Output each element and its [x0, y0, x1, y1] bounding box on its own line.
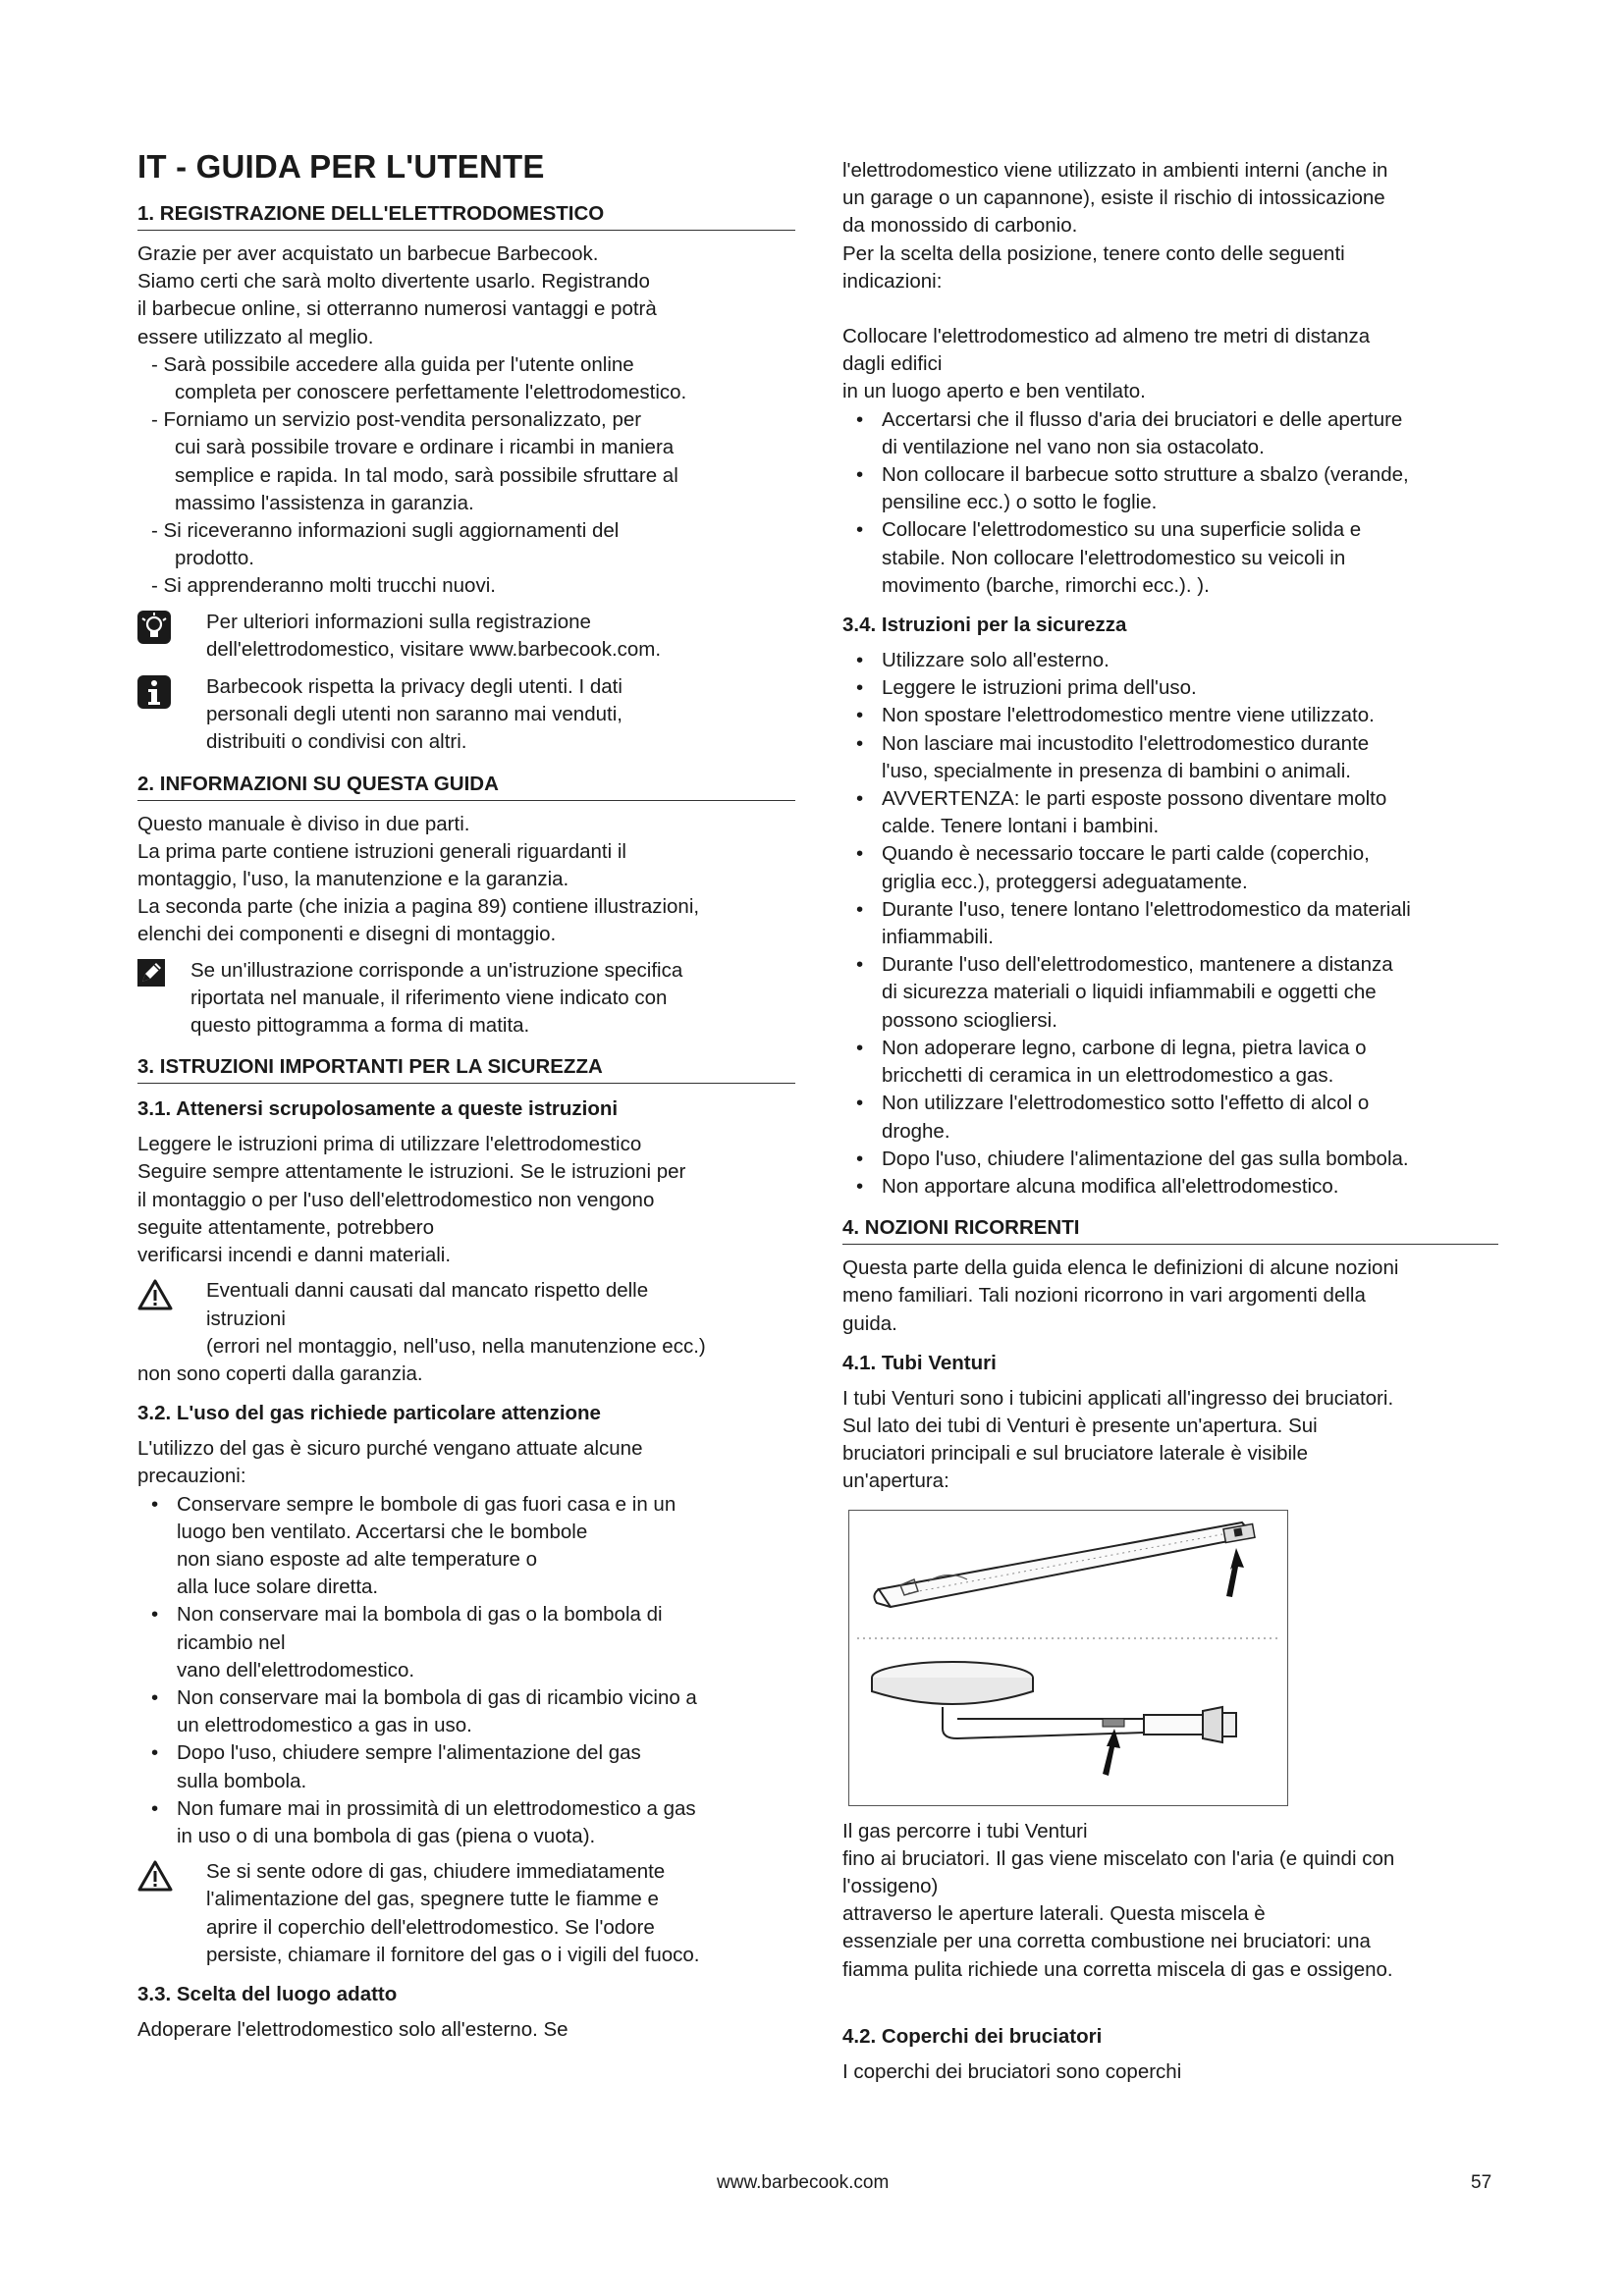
section-3-3-heading: 3.3. Scelta del luogo adatto — [137, 1982, 398, 2005]
benefit-item: - Si apprenderanno molti trucchi nuovi. — [151, 574, 496, 598]
page-number: 57 — [1471, 2172, 1492, 2193]
section-3-4-heading: 3.4. Istruzioni per la sicurezza — [842, 614, 1127, 637]
list-item: • Durante l'uso, tenere lontano l'elettrodomestico da materiali infiammabili. — [842, 896, 1498, 951]
list-item: • Conservare sempre le bombole di gas fuori casa e in un luogo ben ventilato. Accertarsi che le bombole non siano esposte ad alte temperature o alla luce solare diretta. — [137, 1491, 795, 1602]
arrow-icon — [1103, 1729, 1120, 1776]
benefit-item: - Sarà possibile accedere alla guida per l'utente online completa per conoscere perfettamente l'elettrodomestico. — [151, 352, 687, 404]
section-3-heading: 3. ISTRUZIONI IMPORTANTI PER LA SICUREZZA — [137, 1053, 795, 1084]
info-icon — [137, 675, 179, 714]
pencil-note: Se un'illustrazione corrisponde a un'istruzione specifica riportata nel manuale, il riferimento viene indicato con questo pittogramma a forma di matita. — [137, 957, 795, 1041]
section-2-body: Questo manuale è diviso in due parti. La prima parte contiene istruzioni generali riguardanti il montaggio, l'uso, la manutenzione e la garanzia. La seconda parte (che inizia a pagina 89) contiene illustrazioni, elenchi dei componenti e disegni di montaggio. — [137, 812, 700, 946]
list-item: • Non lasciare mai incustodito l'elettrodomestico durante l'uso, specialmente in presenza di bambini o animali. — [842, 730, 1498, 785]
list-item: • Non conservare mai la bombola di gas di ricambio vicino a un elettrodomestico a gas in uso. — [137, 1684, 795, 1739]
list-item: • Collocare l'elettrodomestico su una superficie solida e stabile. Non collocare l'elettrodomestico su veicoli in movimento (barche, rimorchi ecc.). ). — [842, 516, 1498, 600]
right-column — [842, 157, 1498, 2086]
list-item: • Non adoperare legno, carbone di legna, pietra lavica o bricchetti di ceramica in un elettrodomestico a gas. — [842, 1035, 1498, 1090]
section-4-heading: 4. NOZIONI RICORRENTI — [842, 1214, 1498, 1245]
left-column — [137, 147, 795, 2044]
list-item: • Durante l'uso dell'elettrodomestico, mantenere a distanza di sicurezza materiali o liquidi infiammabili e oggetti che possono sciogliersi. — [842, 951, 1498, 1035]
list-item: • AVVERTENZA: le parti esposte possono diventare molto calde. Tenere lontani i bambini. — [842, 785, 1498, 840]
list-item: • Accertarsi che il flusso d'aria dei bruciatori e delle aperture di ventilazione nel vano non sia ostacolato. — [842, 406, 1498, 461]
section-3-2-heading: 3.2. L'uso del gas richiede particolare attenzione — [137, 1402, 601, 1425]
section-4-1-body: I tubi Venturi sono i tubicini applicati all'ingresso dei bruciatori. Sul lato dei tubi di Venturi è presente un'apertura. Sui bruciatori principali e sul bruciatore laterale è visibile un'apertura: — [842, 1386, 1394, 1493]
list-item: • Dopo l'uso, chiudere sempre l'alimentazione del gas sulla bombola. — [137, 1739, 795, 1794]
gas-precautions-list — [137, 1491, 795, 1851]
benefit-list — [137, 351, 795, 601]
footer-url: www.barbecook.com — [717, 2172, 890, 2193]
section-3-1-body: Leggere le istruzioni prima di utilizzare l'elettrodomestico Seguire sempre attentamente le istruzioni. Se le istruzioni per il montaggio o per l'uso dell'elettrodomestico non vengono seguite attentamente, potrebbero verificarsi incendi e danni materiali. — [137, 1133, 686, 1267]
warning-icon — [137, 1279, 179, 1315]
section-3-1-heading: 3.1. Attenersi scrupolosamente a queste istruzioni — [137, 1097, 619, 1121]
section-4-2-body: I coperchi dei bruciatori sono coperchi — [842, 2059, 1182, 2083]
privacy-note: Barbecook rispetta la privacy degli utenti. I dati personali degli utenti non saranno mai venduti, distribuiti o condivisi con altri. — [137, 673, 795, 757]
benefit-item: - Forniamo un servizio post-vendita personalizzato, per cui sarà possibile trovare e ordinare i ricambi in maniera semplice e rapida. In tal modo, sarà possibile sfruttare al massimo l'assistenza in garanzia. — [151, 408, 678, 514]
benefit-item: - Si riceveranno informazioni sugli aggiornamenti del prodotto. — [151, 519, 620, 570]
warning-note-gas-smell: Se si sente odore di gas, chiudere immediatamente l'alimentazione del gas, spegnere tutte le fiamme e aprire il coperchio dell'elettrodomestico. Se l'odore persiste, chiamare il fornitore del gas o i vigili del fuoco. — [137, 1858, 795, 1969]
arrow-icon — [1226, 1548, 1244, 1597]
section-3-3-body: Adoperare l'elettrodomestico solo all'esterno. Se — [137, 2017, 568, 2041]
warning-tail: non sono coperti dalla garanzia. — [137, 1362, 423, 1385]
section-1-intro: Grazie per aver acquistato un barbecue Barbecook. Siamo certi che sarà molto divertente usarlo. Registrando il barbecue online, si otterranno numerosi vantaggi e potrà essere utilizzato al meglio. — [137, 242, 657, 348]
venturi-tubes-figure — [848, 1510, 1288, 1806]
list-item: • Utilizzare solo all'esterno. — [842, 647, 1498, 674]
warning-icon — [137, 1860, 179, 1896]
list-item: • Non apportare alcuna modifica all'elettrodomestico. — [842, 1173, 1498, 1201]
list-item: • Non fumare mai in prossimità di un elettrodomestico a gas in uso o di una bombola di gas (piena o vuota). — [137, 1795, 795, 1850]
side-burner-illustration — [872, 1662, 1236, 1742]
safety-list — [842, 647, 1498, 1201]
list-item: • Non conservare mai la bombola di gas o la bombola di ricambio nel vano dell'elettrodomestico. — [137, 1601, 795, 1684]
pencil-icon — [137, 959, 167, 991]
location-list — [842, 406, 1498, 600]
venturi-explanation: Il gas percorre i tubi Venturi fino ai bruciatori. Il gas viene miscelato con l'aria (e quindi con l'ossigeno) attraverso le aperture laterali. Questa miscela è essenziale per una corretta combustione nei bruciatori: una fiamma pulita richiede una corretta miscela di gas e ossigeno. — [842, 1819, 1395, 1981]
tip-note: Per ulteriori informazioni sulla registrazione dell'elettrodomestico, visitare www.barbecook.com. — [137, 609, 795, 664]
section-1-heading: 1. REGISTRAZIONE DELL'ELETTRODOMESTICO — [137, 200, 795, 231]
section-4-body: Questa parte della guida elenca le definizioni di alcune nozioni meno familiari. Tali nozioni ricorrono in vari argomenti della guida. — [842, 1256, 1399, 1335]
location-intro: l'elettrodomestico viene utilizzato in ambienti interni (anche in un garage o un capannone), esiste il rischio di intossicazione da monossido di carbonio. Per la scelta della posizione, tenere conto delle seguenti indicazioni: — [842, 159, 1388, 293]
list-item: • Leggere le istruzioni prima dell'uso. — [842, 674, 1498, 702]
warning-note-warranty: Eventuali danni causati dal mancato rispetto delle istruzioni (errori nel montaggio, nell'uso, nella manutenzione ecc.) — [137, 1277, 795, 1361]
section-2-heading: 2. INFORMAZIONI SU QUESTA GUIDA — [137, 771, 795, 801]
list-item: • Non collocare il barbecue sotto strutture a sbalzo (verande, pensiline ecc.) o sotto le foglie. — [842, 461, 1498, 516]
lightbulb-icon — [137, 611, 179, 649]
location-rules: Collocare l'elettrodomestico ad almeno tre metri di distanza dagli edifici in un luogo aperto e ben ventilato. — [842, 325, 1371, 403]
list-item: • Non spostare l'elettrodomestico mentre viene utilizzato. — [842, 702, 1498, 729]
section-4-2-heading: 4.2. Coperchi dei bruciatori — [842, 2024, 1103, 2048]
main-burner-tube-illustration — [874, 1522, 1255, 1607]
section-3-2-body: L'utilizzo del gas è sicuro purché vengano attuate alcune precauzioni: — [137, 1437, 643, 1488]
list-item: • Dopo l'uso, chiudere l'alimentazione del gas sulla bombola. — [842, 1146, 1498, 1173]
list-item: • Non utilizzare l'elettrodomestico sotto l'effetto di alcol o droghe. — [842, 1090, 1498, 1145]
page-title: IT - GUIDA PER L'UTENTE — [137, 148, 545, 185]
section-4-1-heading: 4.1. Tubi Venturi — [842, 1351, 997, 1374]
list-item: • Quando è necessario toccare le parti calde (coperchio, griglia ecc.), proteggersi adeguatamente. — [842, 840, 1498, 895]
